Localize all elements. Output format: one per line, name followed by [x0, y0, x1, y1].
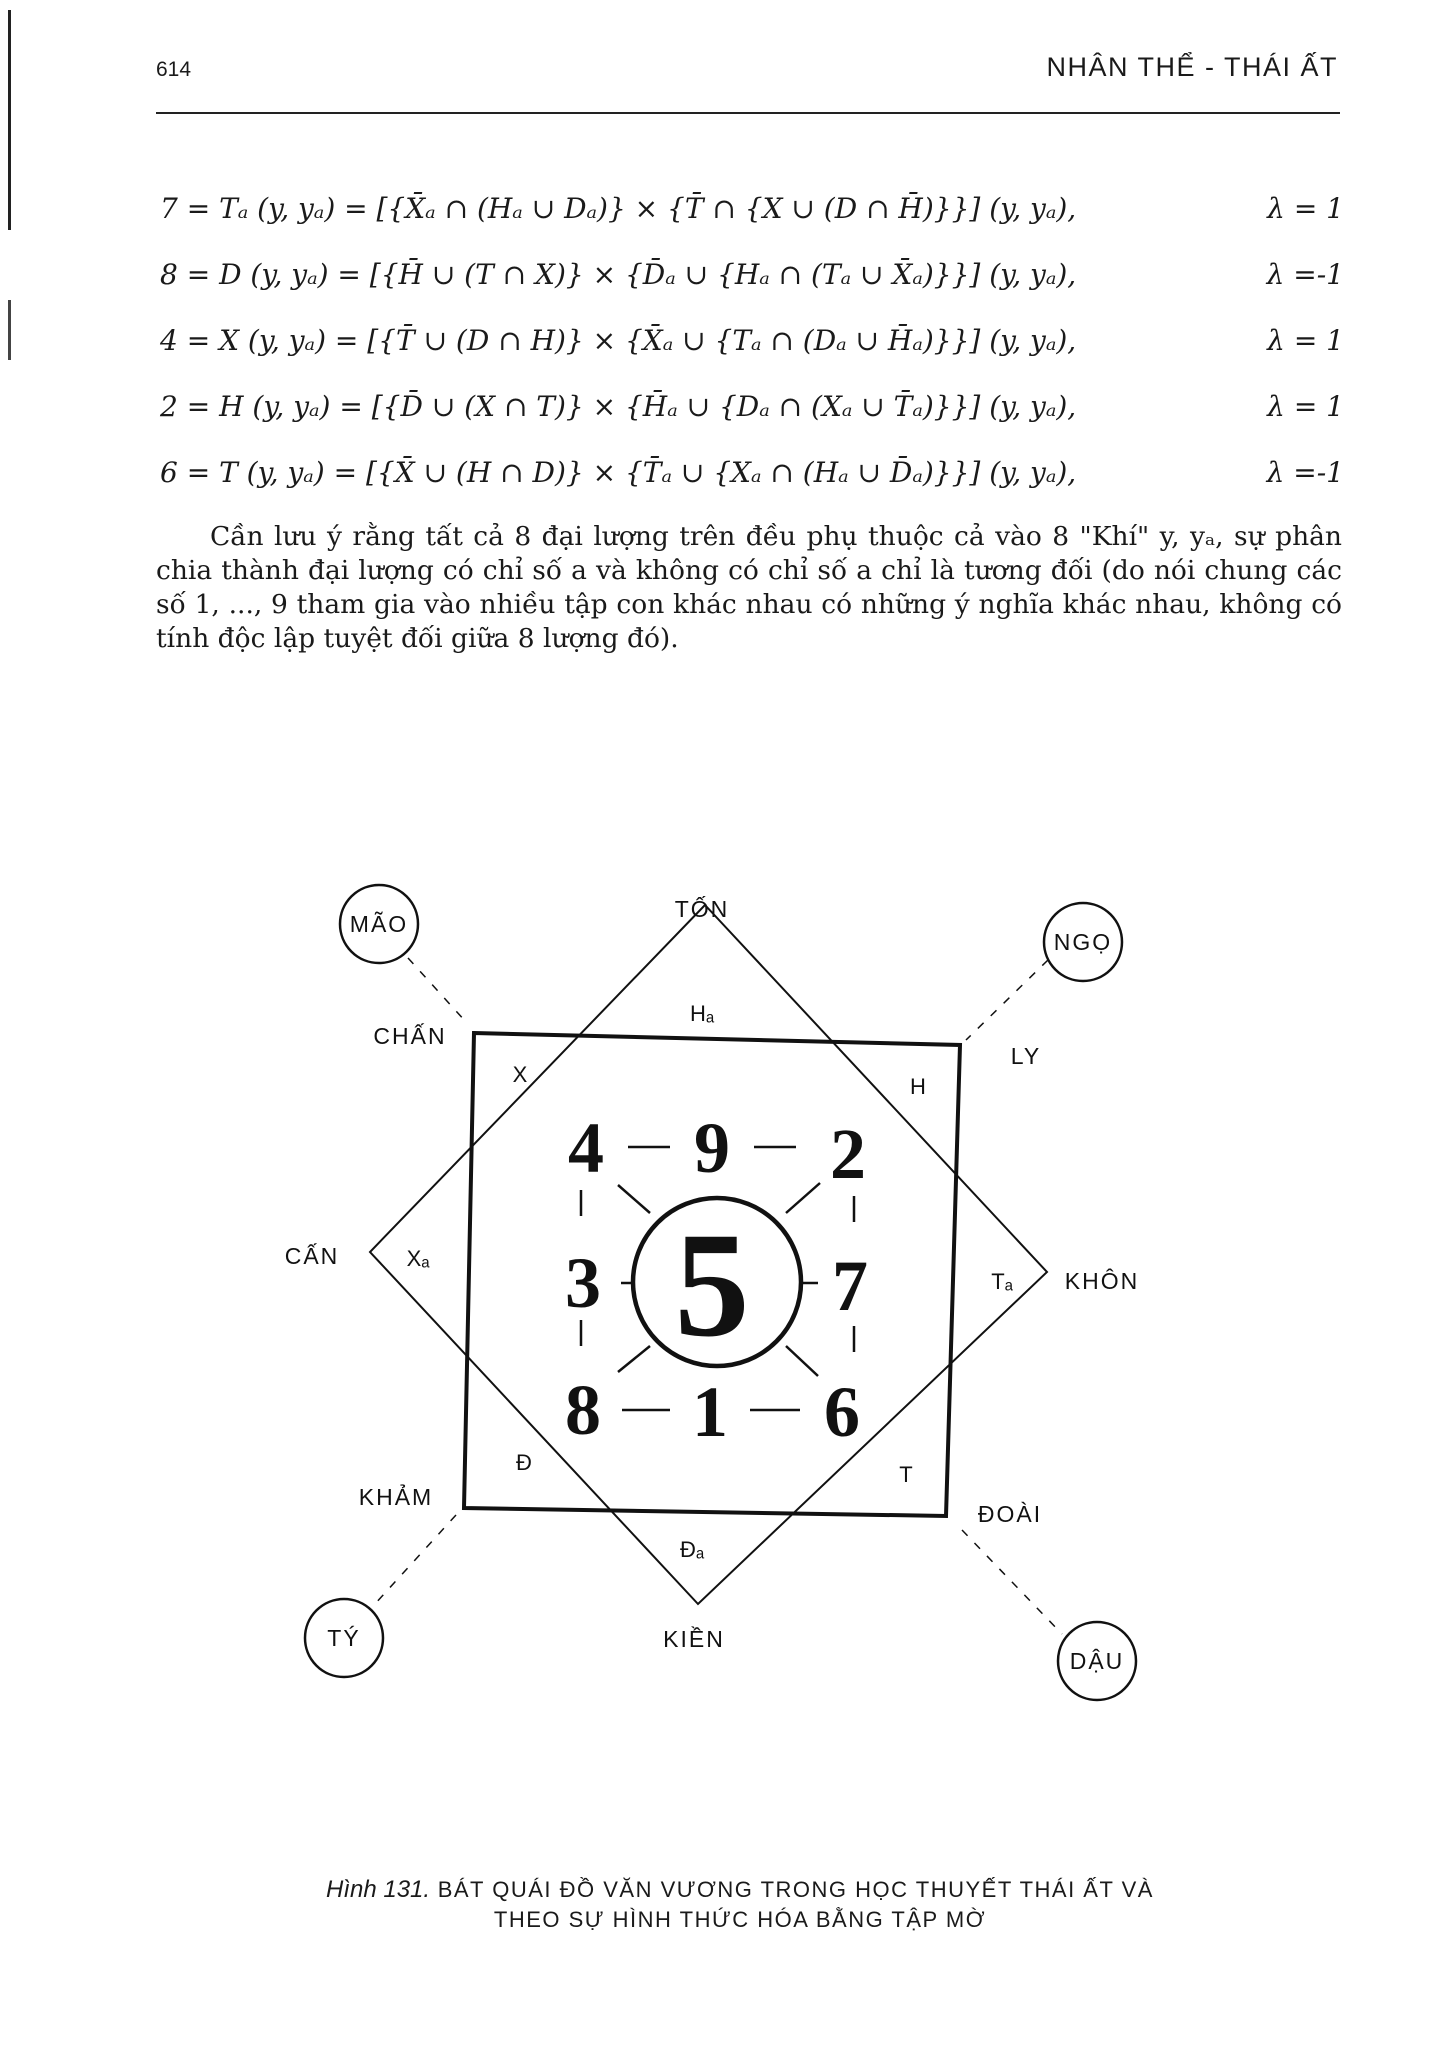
set-label-xa: Xₐ [406, 1246, 430, 1271]
caption-line2: THEO SỰ HÌNH THỨC HÓA BẰNG TẬP MỜ [493, 1907, 987, 1932]
number-6: 6 [824, 1372, 860, 1452]
label-doai: ĐOÀI [977, 1501, 1043, 1527]
set-label-d: Đ [516, 1450, 532, 1475]
grid-line [786, 1183, 820, 1213]
grid-line [618, 1185, 650, 1213]
page-number: 614 [156, 58, 192, 81]
grid-line [618, 1346, 650, 1372]
number-3: 3 [565, 1243, 601, 1323]
set-label-t: T [899, 1462, 913, 1487]
equation-body: 4 = X (y, yₐ) = [{T̄ ∪ (D ∩ H)} × {X̄ₐ ∪ {Tₐ ∩ (Dₐ ∪ H̄ₐ)}}] (y, yₐ), [160, 324, 1077, 357]
number-1: 1 [692, 1372, 728, 1452]
dashed-connector [408, 958, 466, 1022]
label-kien: KIỀN [663, 1626, 725, 1652]
figure-caption [260, 1875, 1220, 1935]
set-label-h: H [910, 1074, 926, 1099]
equation-lambda: λ = 1 [1267, 324, 1344, 357]
body-paragraph-text: Cần lưu ý rằng tất cả 8 đại lượng trên đều phụ thuộc cả vào 8 "Khí" y, yₐ, sự phân chia thành đại lượng có chỉ số a và không có chỉ số a chỉ là tương đối (do nói chung các số 1, ..., 9 tham gia vào nhiều tập con khác nhau có những ý nghĩa khác nhau, không có tính độc lập tuyệt đối giữa 8 lượng đó). [156, 521, 1342, 654]
number-7: 7 [832, 1246, 868, 1326]
equation-lambda: λ =-1 [1266, 456, 1344, 489]
label-khon: KHÔN [1064, 1268, 1140, 1294]
set-label-da: Đₐ [679, 1537, 705, 1562]
number-8: 8 [565, 1370, 601, 1450]
caption-line1: BÁT QUÁI ĐỒ VĂN VƯƠNG TRONG HỌC THUYẾT THÁI ẤT VÀ [437, 1877, 1154, 1902]
equation-lambda: λ = 1 [1267, 390, 1344, 423]
label-dau: DẬU [1069, 1648, 1125, 1674]
equation-lambda: λ = 1 [1267, 192, 1344, 225]
dashed-connector [374, 1515, 456, 1605]
number-9: 9 [694, 1108, 730, 1188]
label-kham: KHẢM [358, 1484, 434, 1510]
equation-body: 7 = Tₐ (y, yₐ) = [{X̄ₐ ∩ (Hₐ ∪ Dₐ)} × {T̄ ∩ {X ∪ (D ∩ H̄)}}] (y, yₐ), [160, 192, 1077, 225]
dashed-connector [962, 1530, 1062, 1634]
caption-lead: Hình 131. [326, 1876, 431, 1903]
number-5: 5 [674, 1202, 750, 1368]
grid-line [786, 1346, 818, 1376]
set-label-ha: Hₐ [689, 1001, 715, 1026]
label-ton: TỐN [674, 896, 730, 922]
label-ngo: NGỌ [1053, 929, 1113, 955]
running-head: NHÂN THỂ - THÁI ẤT [1046, 52, 1338, 82]
equation-lambda: λ =-1 [1266, 258, 1344, 291]
label-ty: TÝ [327, 1625, 361, 1651]
set-label-ta: Tₐ [991, 1269, 1013, 1294]
number-2: 2 [830, 1114, 866, 1194]
dashed-connector [966, 960, 1048, 1040]
number-4: 4 [568, 1108, 604, 1188]
equation-body: 6 = T (y, yₐ) = [{X̄ ∪ (H ∩ D)} × {T̄ₐ ∪ {Xₐ ∩ (Hₐ ∪ D̄ₐ)}}] (y, yₐ), [160, 456, 1077, 489]
label-ly: LY [1010, 1043, 1042, 1069]
label-mao: MÃO [349, 911, 409, 937]
equation-body: 8 = D (y, yₐ) = [{H̄ ∪ (T ∩ X)} × {D̄ₐ ∪ {Hₐ ∩ (Tₐ ∪ X̄ₐ)}}] (y, yₐ), [160, 258, 1077, 291]
set-label-x: X [512, 1062, 528, 1087]
equation-body: 2 = H (y, yₐ) = [{D̄ ∪ (X ∩ T)} × {H̄ₐ ∪ {Dₐ ∩ (Xₐ ∪ T̄ₐ)}}] (y, yₐ), [160, 390, 1077, 423]
label-chan: CHẤN [373, 1023, 447, 1049]
label-can: CẤN [284, 1243, 340, 1269]
